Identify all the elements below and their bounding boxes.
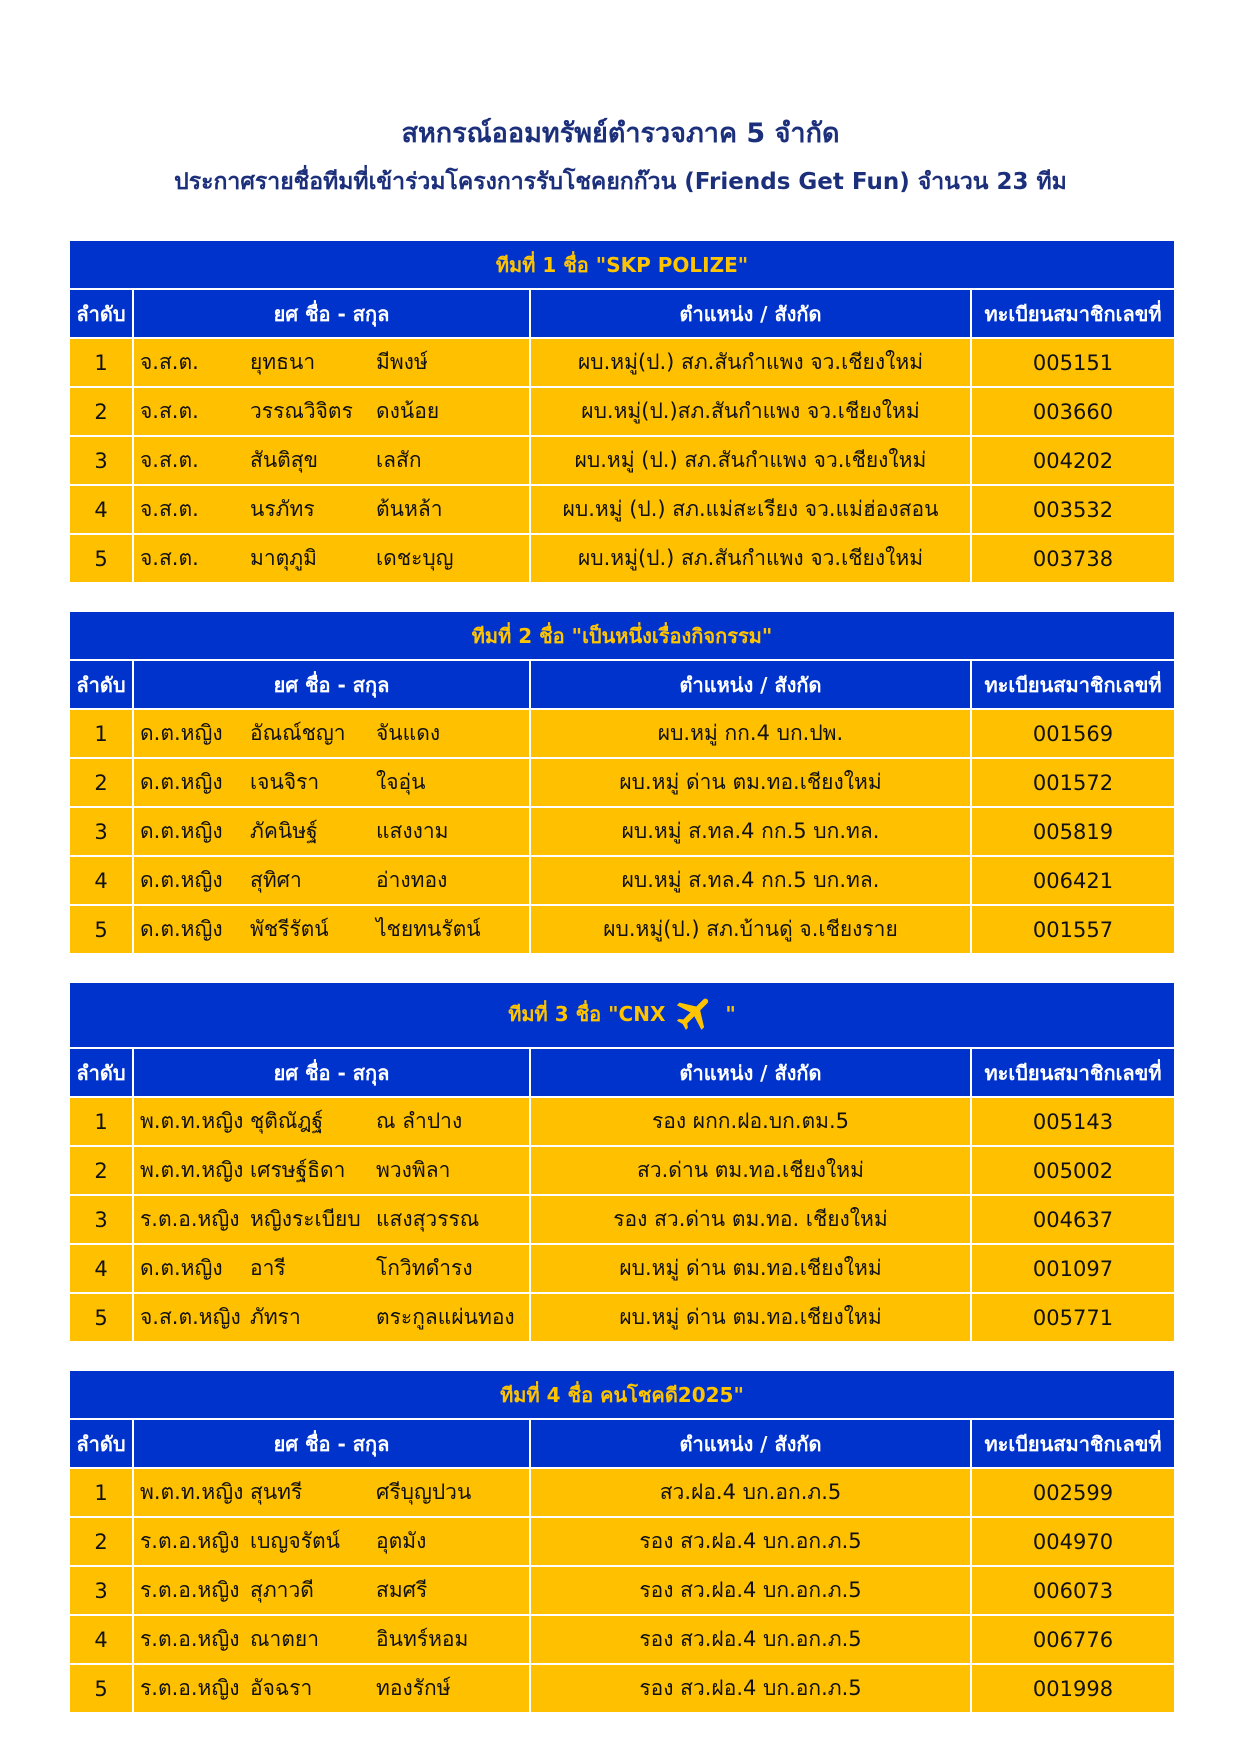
last-name: จันแดง (376, 721, 441, 745)
last-name: พวงพิลา (376, 1158, 451, 1182)
first-name: ณาตยา (250, 1627, 320, 1651)
row-no: 1 (69, 709, 133, 758)
first-name: อัจฉรา (250, 1676, 313, 1700)
row-position: รอง สว.ฝอ.4 บก.อก.ภ.5 (530, 1664, 971, 1713)
row-name (133, 856, 530, 905)
table-row (69, 436, 1175, 485)
row-member-id: 005002 (971, 1146, 1175, 1195)
row-position: ผบ.หมู่ ส.ทล.4 กก.5 บก.ทล. (530, 856, 971, 905)
team-title (69, 982, 1175, 1048)
row-position: ผบ.หมู่ ด่าน ตม.ทอ.เชียงใหม่ (530, 758, 971, 807)
row-member-id: 001569 (971, 709, 1175, 758)
row-name (133, 905, 530, 954)
last-name: ทองรักษ์ (376, 1676, 451, 1700)
table-row (69, 807, 1175, 856)
row-position: ผบ.หมู่ ด่าน ตม.ทอ.เชียงใหม่ (530, 1244, 971, 1293)
last-name: สมศรี (376, 1578, 428, 1602)
first-name: สุทิศา (250, 868, 302, 892)
row-position: รอง สว.ฝอ.4 บก.อก.ภ.5 (530, 1615, 971, 1664)
table-row (69, 1664, 1175, 1713)
row-position: ผบ.หมู่(ป.) สภ.บ้านดู่ จ.เชียงราย (530, 905, 971, 954)
rank: จ.ส.ต. (140, 399, 199, 423)
row-member-id: 004637 (971, 1195, 1175, 1244)
row-member-id: 001097 (971, 1244, 1175, 1293)
row-position: ผบ.หมู่ (ป.) สภ.สันกำแพง จว.เชียงใหม่ (530, 436, 971, 485)
col-name-header: ยศ ชื่อ - สกุล (133, 660, 530, 709)
col-id-header: ทะเบียนสมาชิกเลขที่ (971, 1048, 1175, 1097)
row-position: ผบ.หมู่ (ป.) สภ.แม่สะเรียง จว.แม่ฮ่องสอน (530, 485, 971, 534)
row-name (133, 1468, 530, 1517)
team-table-4 (68, 1369, 1176, 1714)
row-no: 2 (69, 758, 133, 807)
first-name: นรภัทร (250, 497, 315, 521)
row-no: 4 (69, 856, 133, 905)
col-id-header: ทะเบียนสมาชิกเลขที่ (971, 289, 1175, 338)
row-no: 1 (69, 1468, 133, 1517)
rank: ด.ต.หญิง (140, 1256, 223, 1280)
table-row (69, 1566, 1175, 1615)
team-title-text: ทีมที่ 3 ชื่อ "CNX (508, 1001, 666, 1026)
rank: พ.ต.ท.หญิง (140, 1480, 244, 1504)
row-member-id: 005151 (971, 338, 1175, 387)
team-table-3 (68, 981, 1176, 1343)
last-name: แสงงาม (376, 819, 449, 843)
row-position: รอง สว.ด่าน ตม.ทอ. เชียงใหม่ (530, 1195, 971, 1244)
row-name (133, 1517, 530, 1566)
table-row (69, 1195, 1175, 1244)
first-name: สุนทรี (250, 1480, 303, 1504)
rank: จ.ส.ต. (140, 448, 199, 472)
row-no: 3 (69, 1566, 133, 1615)
row-name (133, 485, 530, 534)
airplane-icon (673, 991, 717, 1040)
first-name: พัชรีรัตน์ (250, 917, 329, 941)
row-no: 5 (69, 905, 133, 954)
team-table-1 (68, 239, 1176, 584)
table-row (69, 485, 1175, 534)
first-name: ชุติณัฎฐ์ (250, 1109, 324, 1133)
first-name: สุภาวดี (250, 1578, 314, 1602)
row-no: 2 (69, 1517, 133, 1566)
last-name: ณ ลำปาง (376, 1109, 463, 1133)
row-no: 2 (69, 1146, 133, 1195)
row-member-id: 001998 (971, 1664, 1175, 1713)
first-name: เศรษฐ์ธิดา (250, 1158, 346, 1182)
row-position: สว.ด่าน ตม.ทอ.เชียงใหม่ (530, 1146, 971, 1195)
col-name-header: ยศ ชื่อ - สกุล (133, 1419, 530, 1468)
row-name (133, 1244, 530, 1293)
table-row (69, 387, 1175, 436)
row-member-id: 005143 (971, 1097, 1175, 1146)
rank: จ.ส.ต. (140, 497, 199, 521)
row-name (133, 758, 530, 807)
row-position: รอง ผกก.ฝอ.บก.ตม.5 (530, 1097, 971, 1146)
rank: จ.ส.ต. (140, 350, 199, 374)
row-position: ผบ.หมู่ ด่าน ตม.ทอ.เชียงใหม่ (530, 1293, 971, 1342)
row-name (133, 338, 530, 387)
last-name: อุตมัง (376, 1529, 427, 1553)
row-name (133, 436, 530, 485)
row-position: ผบ.หมู่(ป.) สภ.สันกำแพง จว.เชียงใหม่ (530, 338, 971, 387)
rank: ร.ต.อ.หญิง (140, 1627, 240, 1651)
table-row (69, 338, 1175, 387)
col-id-header: ทะเบียนสมาชิกเลขที่ (971, 1419, 1175, 1468)
row-position: รอง สว.ฝอ.4 บก.อก.ภ.5 (530, 1566, 971, 1615)
row-position: ผบ.หมู่ กก.4 บก.ปพ. (530, 709, 971, 758)
rank: ด.ต.หญิง (140, 917, 223, 941)
rank: ด.ต.หญิง (140, 819, 223, 843)
col-id-header: ทะเบียนสมาชิกเลขที่ (971, 660, 1175, 709)
row-no: 1 (69, 1097, 133, 1146)
table-row (69, 905, 1175, 954)
row-member-id: 005771 (971, 1293, 1175, 1342)
last-name: ศรีบุญปวน (376, 1480, 472, 1504)
row-member-id: 003532 (971, 485, 1175, 534)
row-name (133, 1146, 530, 1195)
last-name: ดงน้อย (376, 399, 440, 423)
table-row (69, 534, 1175, 583)
last-name: โกวิทดำรง (376, 1256, 473, 1280)
col-position-header: ตำแหน่ง / สังกัด (530, 1048, 971, 1097)
col-position-header: ตำแหน่ง / สังกัด (530, 660, 971, 709)
row-position: ผบ.หมู่(ป.) สภ.สันกำแพง จว.เชียงใหม่ (530, 534, 971, 583)
row-no: 3 (69, 1195, 133, 1244)
team-table-2 (68, 610, 1176, 955)
row-no: 1 (69, 338, 133, 387)
row-member-id: 004202 (971, 436, 1175, 485)
last-name: ใจอุ่น (376, 770, 426, 794)
team-title-suffix: " (725, 1001, 736, 1026)
rank: ร.ต.อ.หญิง (140, 1529, 240, 1553)
row-member-id: 004970 (971, 1517, 1175, 1566)
table-row (69, 1615, 1175, 1664)
last-name: อินทร์หอม (376, 1627, 469, 1651)
first-name: ยุทธนา (250, 350, 316, 374)
row-position: สว.ฝอ.4 บก.อก.ภ.5 (530, 1468, 971, 1517)
table-row (69, 758, 1175, 807)
row-name (133, 387, 530, 436)
row-name (133, 1195, 530, 1244)
row-member-id: 003660 (971, 387, 1175, 436)
row-member-id: 006421 (971, 856, 1175, 905)
table-row (69, 1517, 1175, 1566)
row-member-id: 003738 (971, 534, 1175, 583)
row-name (133, 534, 530, 583)
row-position: ผบ.หมู่ ส.ทล.4 กก.5 บก.ทล. (530, 807, 971, 856)
last-name: ไชยทนรัตน์ (376, 917, 481, 941)
rank: ด.ต.หญิง (140, 721, 223, 745)
table-row (69, 1468, 1175, 1517)
row-member-id: 006073 (971, 1566, 1175, 1615)
rank: ร.ต.อ.หญิง (140, 1578, 240, 1602)
first-name: วรรณวิจิตร (250, 399, 353, 423)
rank: พ.ต.ท.หญิง (140, 1109, 244, 1133)
document-subtitle: ประกาศรายชื่อทีมที่เข้าร่วมโครงการรับโชคยกก๊วน (Friends Get Fun) จำนวน 23 ทีม (174, 169, 1067, 195)
row-member-id: 005819 (971, 807, 1175, 856)
team-title: ทีมที่ 1 ชื่อ "SKP POLIZE" (69, 240, 1175, 289)
table-row (69, 1244, 1175, 1293)
first-name: หญิงระเบียบ (250, 1207, 361, 1231)
row-no: 5 (69, 1664, 133, 1713)
last-name: เดชะบุญ (376, 546, 454, 570)
first-name: อารี (250, 1256, 286, 1280)
table-row (69, 1097, 1175, 1146)
col-position-header: ตำแหน่ง / สังกัด (530, 289, 971, 338)
row-name (133, 1615, 530, 1664)
col-no-header: ลำดับ (69, 1419, 133, 1468)
rank: ร.ต.อ.หญิง (140, 1207, 240, 1231)
rank: ด.ต.หญิง (140, 770, 223, 794)
row-no: 5 (69, 534, 133, 583)
row-name (133, 807, 530, 856)
rank: ด.ต.หญิง (140, 868, 223, 892)
row-no: 4 (69, 1244, 133, 1293)
row-position: รอง สว.ฝอ.4 บก.อก.ภ.5 (530, 1517, 971, 1566)
table-row (69, 1146, 1175, 1195)
row-name (133, 709, 530, 758)
col-no-header: ลำดับ (69, 289, 133, 338)
row-name (133, 1293, 530, 1342)
row-name (133, 1664, 530, 1713)
rank: พ.ต.ท.หญิง (140, 1158, 244, 1182)
row-no: 4 (69, 485, 133, 534)
first-name: อัณณ์ชญา (250, 721, 346, 745)
row-no: 5 (69, 1293, 133, 1342)
row-name (133, 1566, 530, 1615)
first-name: เจนจิรา (250, 770, 320, 794)
team-title: ทีมที่ 4 ชื่อ คนโชคดี2025" (69, 1370, 1175, 1419)
last-name: ตระกูลแผ่นทอง (376, 1305, 515, 1329)
rank: จ.ส.ต.หญิง (140, 1305, 241, 1329)
col-name-header: ยศ ชื่อ - สกุล (133, 289, 530, 338)
first-name: เบญจรัตน์ (250, 1529, 340, 1553)
col-no-header: ลำดับ (69, 1048, 133, 1097)
last-name: ต้นหล้า (376, 497, 443, 521)
row-member-id: 006776 (971, 1615, 1175, 1664)
last-name: อ่างทอง (376, 868, 448, 892)
row-member-id: 001572 (971, 758, 1175, 807)
table-row (69, 709, 1175, 758)
last-name: มีพงษ์ (376, 350, 428, 374)
row-no: 3 (69, 807, 133, 856)
col-no-header: ลำดับ (69, 660, 133, 709)
row-member-id: 002599 (971, 1468, 1175, 1517)
first-name: ภัคนิษฐ์ (250, 819, 318, 843)
first-name: ภัทรา (250, 1305, 301, 1329)
first-name: มาตุภูมิ (250, 546, 317, 570)
row-no: 2 (69, 387, 133, 436)
row-no: 3 (69, 436, 133, 485)
col-name-header: ยศ ชื่อ - สกุล (133, 1048, 530, 1097)
row-no: 4 (69, 1615, 133, 1664)
col-position-header: ตำแหน่ง / สังกัด (530, 1419, 971, 1468)
document-title: สหกรณ์ออมทรัพย์ตำรวจภาค 5 จำกัด (401, 118, 840, 149)
team-title: ทีมที่ 2 ชื่อ "เป็นหนึ่งเรื่องกิจกรรม" (69, 611, 1175, 660)
row-name (133, 1097, 530, 1146)
first-name: สันติสุข (250, 448, 318, 472)
table-row (69, 856, 1175, 905)
last-name: เลสัก (376, 448, 422, 472)
rank: ร.ต.อ.หญิง (140, 1676, 240, 1700)
row-member-id: 001557 (971, 905, 1175, 954)
row-position: ผบ.หมู่(ป.)สภ.สันกำแพง จว.เชียงใหม่ (530, 387, 971, 436)
last-name: แสงสุวรรณ (376, 1207, 480, 1231)
rank: จ.ส.ต. (140, 546, 199, 570)
table-row (69, 1293, 1175, 1342)
